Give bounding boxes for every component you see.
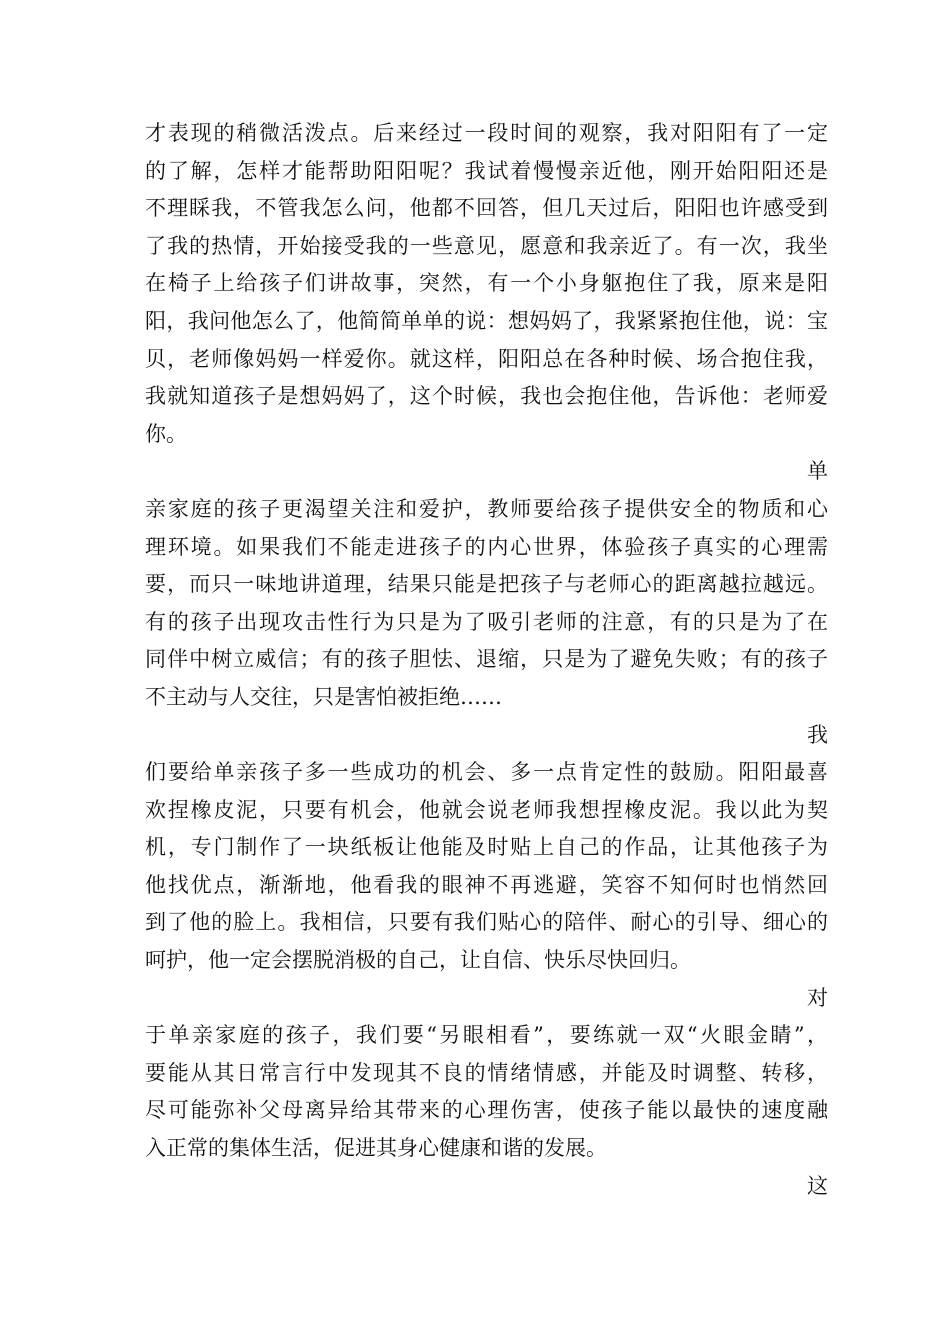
paragraph-start-char: 对	[807, 985, 828, 1010]
text-line: 亲家庭的孩子更渴望关注和爱护，教师要给孩子提供安全的物质和心	[145, 496, 828, 521]
document-page	[145, 115, 828, 1205]
text-line: 你。	[145, 421, 187, 446]
paragraph-2	[145, 491, 828, 717]
text-line: 入正常的集体生活，促进其身心健康和谐的发展。	[145, 1136, 607, 1161]
text-line: 才表现的稍微活泼点。后来经过一段时间的观察，我对阳阳有了一定	[145, 121, 828, 145]
text-line: 于单亲家庭的孩子，我们要“另眼相看”，要练就一双“火眼金睛”，	[145, 1023, 828, 1048]
text-line: 不理睬我，不管我怎么问，他都不回答，但几天过后，阳阳也许感受到	[145, 196, 828, 221]
paragraph-1	[145, 115, 828, 453]
text-line: 贝，老师像妈妈一样爱你。就这样，阳阳总在各种时候、场合抱住我，	[145, 346, 828, 371]
text-line: 要，而只一味地讲道理，结果只能是把孩子与老师心的距离越拉越远。	[145, 572, 828, 597]
text-line: 要能从其日常言行中发现其不良的情绪情感，并能及时调整、转移，	[145, 1060, 828, 1085]
text-line: 欢捏橡皮泥，只要有机会，他就会说老师我想捏橡皮泥。我以此为契	[145, 797, 828, 822]
text-line: 尽可能弥补父母离异给其带来的心理伤害，使孩子能以最快的速度融	[145, 1098, 828, 1123]
paragraph-start-char: 单	[807, 459, 828, 484]
text-line: 到了他的脸上。我相信，只要有我们贴心的陪伴、耐心的引导、细心的	[145, 910, 828, 935]
text-line: 同伴中树立威信；有的孩子胆怯、退缩，只是为了避免失败；有的孩子	[145, 647, 828, 672]
paragraph-3	[145, 754, 828, 980]
text-line: 不主动与人交往，只是害怕被拒绝……	[145, 684, 502, 709]
text-line: 他找优点，渐渐地，他看我的眼神不再逃避，笑容不知何时也悄然回	[145, 872, 828, 897]
text-line: 阳，我问他怎么了，他简简单单的说：想妈妈了，我紧紧抱住他，说：宝	[145, 308, 828, 333]
paragraph-4	[145, 1017, 828, 1167]
text-line: 在椅子上给孩子们讲故事，突然，有一个小身躯抱住了我，原来是阳	[145, 271, 828, 296]
text-line: 理环境。如果我们不能走进孩子的内心世界，体验孩子真实的心理需	[145, 534, 828, 559]
text-line: 有的孩子出现攻击性行为只是为了吸引老师的注意，有的只是为了在	[145, 609, 828, 634]
text-line: 们要给单亲孩子多一些成功的机会、多一点肯定性的鼓励。阳阳最喜	[145, 760, 828, 785]
text-line: 了我的热情，开始接受我的一些意见，愿意和我亲近了。有一次，我坐	[145, 233, 828, 258]
paragraph-start-char: 这	[807, 1173, 828, 1198]
text-line: 我就知道孩子是想妈妈了，这个时候，我也会抱住他，告诉他：老师爱	[145, 384, 828, 409]
text-line: 的了解，怎样才能帮助阳阳呢？我试着慢慢亲近他，刚开始阳阳还是	[145, 158, 828, 183]
text-line: 呵护，他一定会摆脱消极的自己，让自信、快乐尽快回归。	[145, 948, 691, 973]
paragraph-start-char: 我	[807, 722, 828, 747]
text-line: 机，专门制作了一块纸板让他能及时贴上自己的作品，让其他孩子为	[145, 835, 828, 860]
